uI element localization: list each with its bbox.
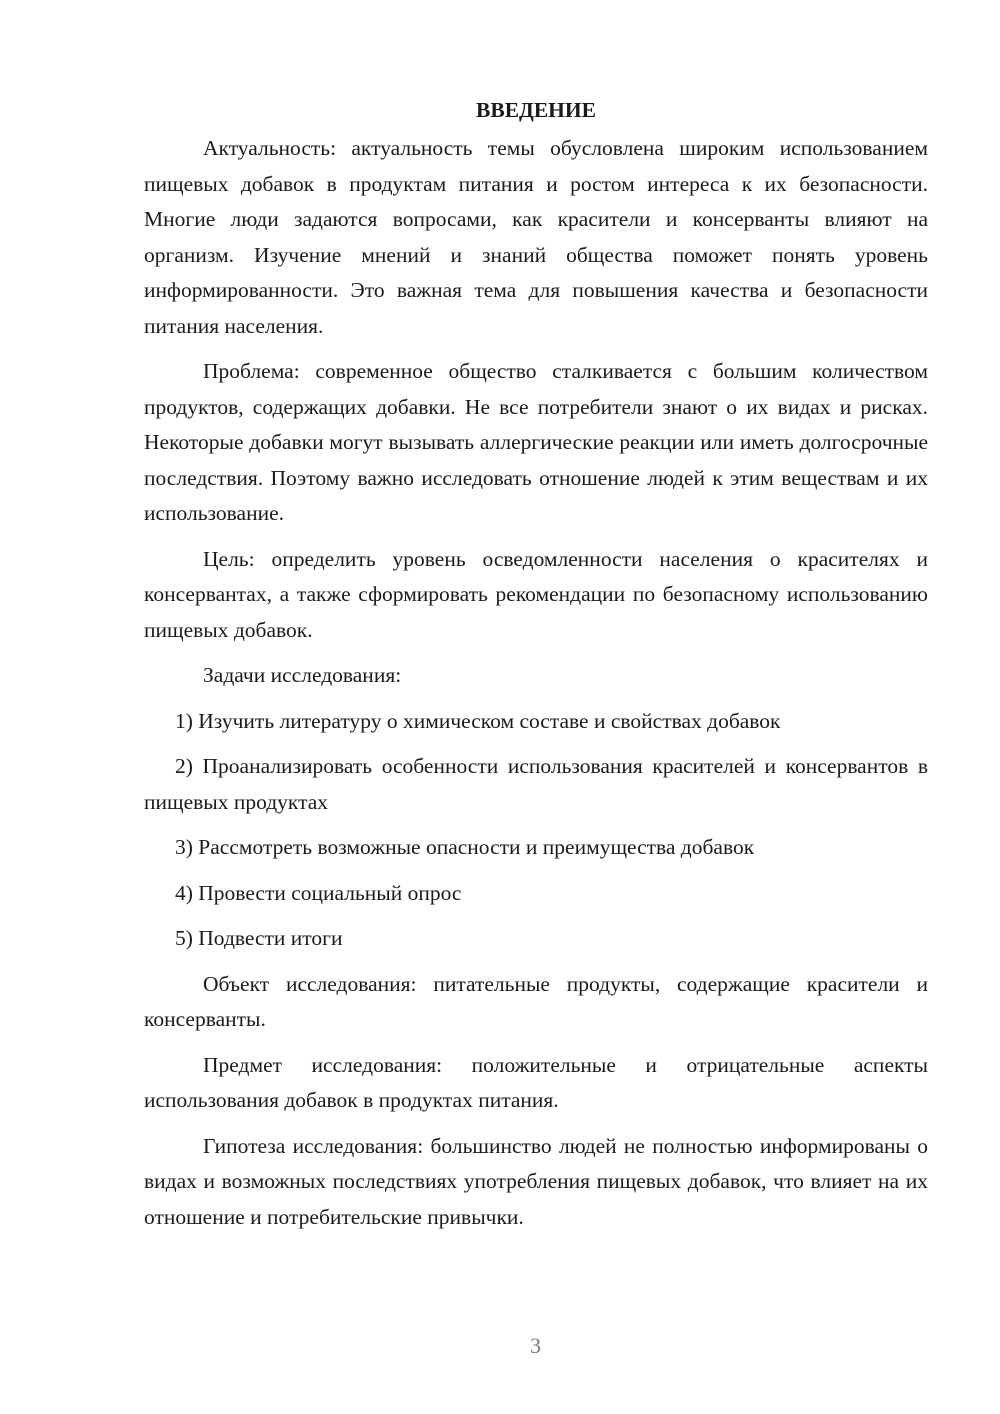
- paragraph-goal: Цель: определить уровень осведомленности населения о красителях и консервантах, а также сформировать рекомендации по безопасному использованию пищевых добавок.: [144, 546, 928, 642]
- task-item-2: 2) Проанализировать особенности использования красителей и консервантов в пищевых продуктах: [144, 754, 928, 814]
- task-item-5: 5) Подвести итоги: [175, 926, 343, 950]
- page-title: ВВЕДЕНИЕ: [476, 98, 596, 122]
- paragraph-relevance: Актуальность: актуальность темы обусловлена широким использованием пищевых добавок в продуктам питания и ростом интереса к их безопасности. Многие люди задаются вопросами, как красители и консерванты влияют на организм. Изучение мнений и знаний общества поможет понять уровень информированности. Это важная тема для повышения качества и безопасности питания населения.: [144, 136, 928, 338]
- paragraph-problem: Проблема: современное общество сталкивается с большим количеством продуктов, содержащих добавки. Не все потребители знают о их видах и рисках. Некоторые добавки могут вызывать аллергические реакции или иметь долгосрочные последствия. Поэтому важно исследовать отношение людей к этим веществам и их использование.: [144, 359, 928, 525]
- page-number: 3: [530, 1333, 541, 1358]
- paragraph-object: Объект исследования: питательные продукты, содержащие красители и консерванты.: [144, 971, 928, 1031]
- document-body: [144, 95, 928, 1235]
- tasks-heading: Задачи исследования:: [203, 663, 402, 687]
- task-item-1: 1) Изучить литературу о химическом составе и свойствах добавок: [175, 708, 781, 733]
- paragraph-subject: Предмет исследования: положительные и отрицательные аспекты использования добавок в продуктах питания.: [144, 1052, 928, 1112]
- task-item-3: 3) Рассмотреть возможные опасности и преимущества добавок: [175, 835, 755, 859]
- task-item-4: 4) Провести социальный опрос: [175, 880, 462, 905]
- paragraph-hypothesis: Гипотеза исследования: большинство людей не полностью информированы о видах и возможных последствиях употребления пищевых добавок, что влияет на их отношение и потребительские привычки.: [144, 1133, 928, 1229]
